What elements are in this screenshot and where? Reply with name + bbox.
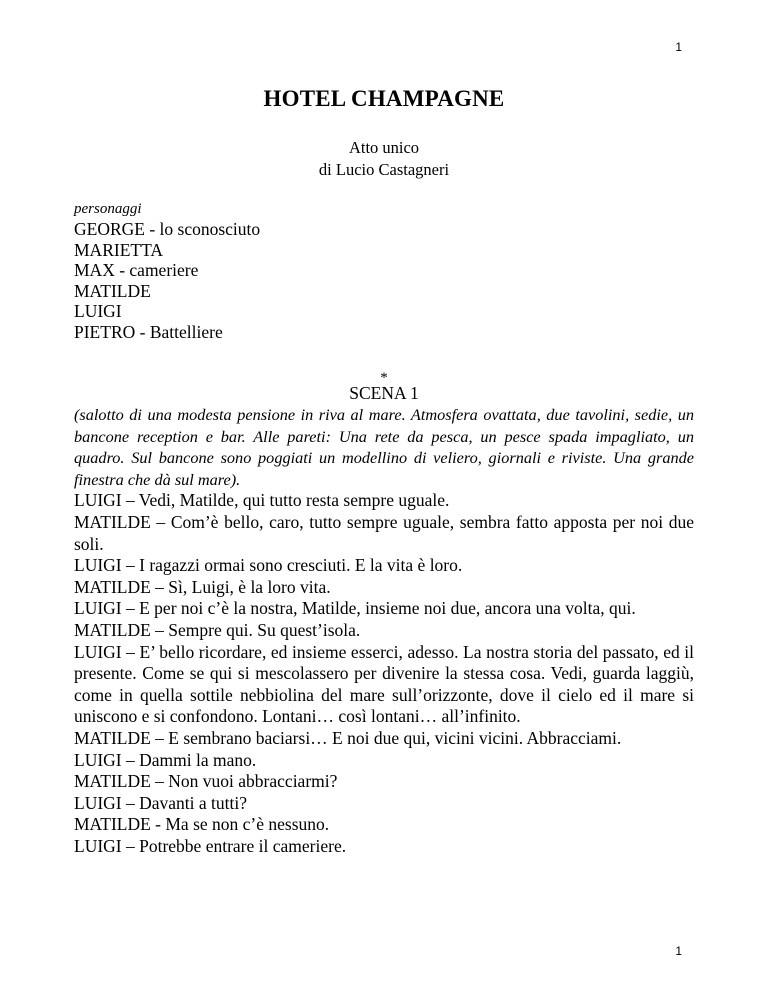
- page-number-top: 1: [675, 40, 682, 54]
- subtitle-line-1: Atto unico: [348, 138, 420, 157]
- play-title: HOTEL CHAMPAGNE: [263, 86, 505, 111]
- cast-item: MATILDE: [74, 280, 151, 301]
- cast-item: MAX - cameriere: [74, 260, 199, 280]
- dialogue-line: LUIGI – Potrebbe entrare il cameriere.: [74, 835, 347, 856]
- dialogue-line: LUIGI – E’ bello ricordare, ed insieme esserci, adesso. La nostra storia del passato, ed il presente. Come se qui si mescolassero per divenire la stessa cosa. Vedi, guarda laggiù, come in quella sottile nebbiolina del mare sull’orizzonte, dove il cielo ed il mare si uniscono e si confondono. Lontani… così lontani… all’infinito.: [74, 641, 694, 727]
- subtitle-author: di Lucio Castagneri: [318, 160, 450, 179]
- play-subtitle: [0, 137, 768, 181]
- stage-direction: (salotto di una modesta pensione in riva al mare. Atmosfera ovattata, due tavolini, sedie, un bancone reception e bar. Alle pareti: Una rete da pesca, un pesce spada impagliato, un quadro. Sul bancone sono poggiati un modellino di veliero, giornali e riviste. Una grande finestra che dà sul mare).: [74, 405, 694, 489]
- dialogue-line: MATILDE - Ma se non c’è nessuno.: [74, 814, 330, 835]
- cast-item: PIETRO - Battelliere: [74, 321, 223, 342]
- scene-body: [74, 404, 694, 857]
- scene-heading: SCENA 1: [349, 383, 419, 403]
- cast-list: [74, 200, 694, 342]
- dialogue-line: MATILDE – Sempre qui. Su quest’isola.: [74, 619, 361, 640]
- dialogue-line: LUIGI – Dammi la mano.: [74, 749, 257, 770]
- cast-item: GEORGE - lo sconosciuto: [74, 219, 261, 239]
- dialogue-line: MATILDE – E sembrano baciarsi… E noi due qui, vicini vicini. Abbracciami.: [74, 727, 622, 748]
- dialogue-line: LUIGI – E per noi c’è la nostra, Matilde, insieme noi due, ancora una volta, qui.: [74, 598, 636, 619]
- dialogue-line: MATILDE – Non vuoi abbracciarmi?: [74, 771, 338, 792]
- dialogue-line: LUIGI – Davanti a tutti?: [74, 792, 248, 813]
- page-number-bottom: 1: [675, 944, 682, 958]
- dialogue-line: LUIGI – Vedi, Matilde, qui tutto resta sempre uguale.: [74, 490, 450, 511]
- dialogue-line: MATILDE – Com’è bello, caro, tutto sempre uguale, sembra fatto apposta per noi due soli.: [74, 511, 694, 554]
- dialogue-line: MATILDE – Sì, Luigi, è la loro vita.: [74, 576, 331, 597]
- cast-item: LUIGI: [74, 301, 122, 321]
- section-separator: *: [380, 370, 388, 386]
- dialogue-line: LUIGI – I ragazzi ormai sono cresciuti. E la vita è loro.: [74, 555, 463, 576]
- cast-item: MARIETTA: [74, 239, 164, 260]
- cast-heading: personaggi: [74, 201, 142, 217]
